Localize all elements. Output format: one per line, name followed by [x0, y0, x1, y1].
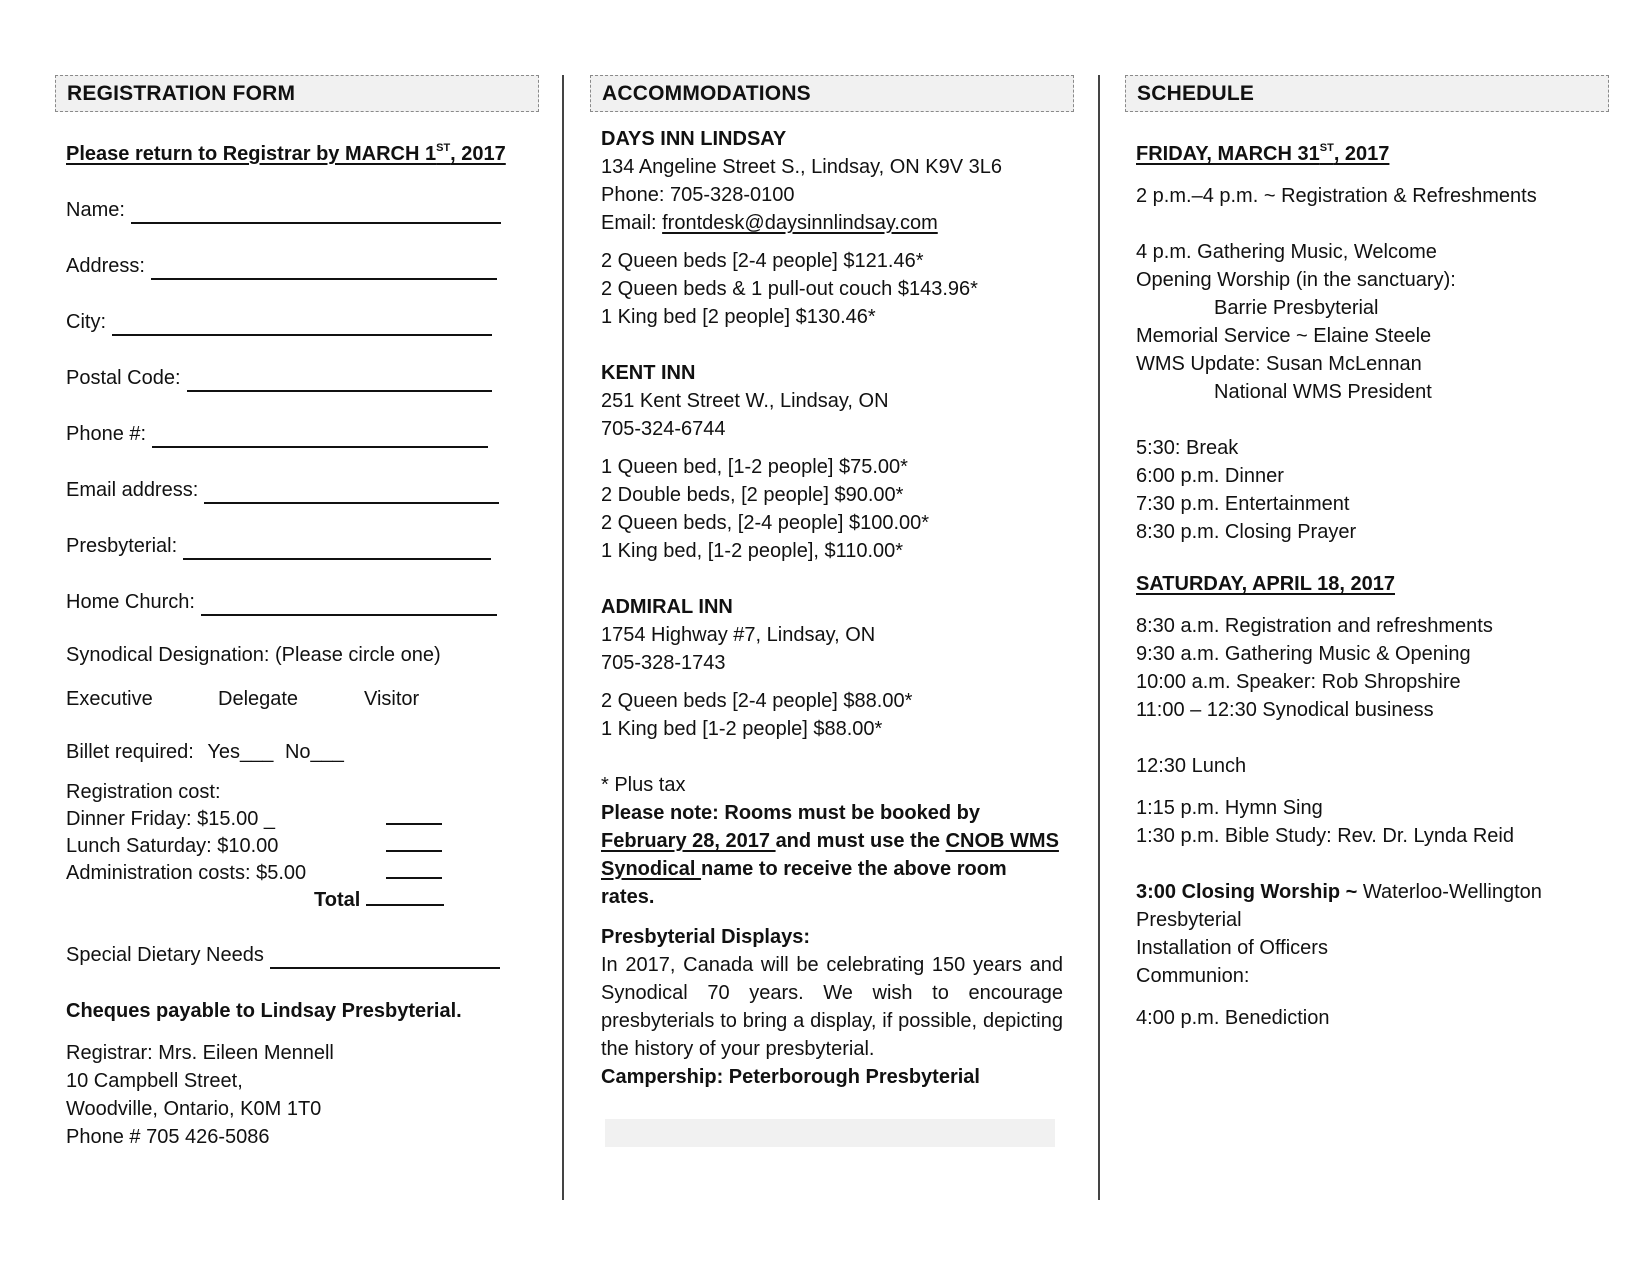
hotel-kent-inn — [601, 359, 1063, 565]
presbyterial-displays — [601, 923, 1063, 1091]
column-divider — [562, 75, 564, 1200]
name-field[interactable] — [66, 196, 528, 224]
designation-options — [66, 685, 528, 713]
booking-deadline: February 28, 2017 — [601, 830, 776, 852]
designation-option-delegate[interactable]: Delegate — [218, 688, 299, 710]
registration-form-header: REGISTRATION FORM — [55, 75, 539, 112]
phone-input-line[interactable] — [152, 428, 488, 448]
postal-code-field[interactable] — [66, 364, 528, 392]
field-label: Home Church: — [66, 591, 195, 613]
field-label: Phone #: — [66, 423, 147, 445]
designation-label: Synodical Designation: (Please circle one) — [66, 644, 441, 666]
accommodations-column — [590, 75, 1074, 1147]
schedule-item: 11:00 – 12:30 Synodical business — [1136, 699, 1434, 721]
hotel-address: 251 Kent Street W., Lindsay, ON — [601, 390, 889, 412]
home-church-input-line[interactable] — [201, 596, 497, 616]
billet-yes[interactable]: Yes___ — [207, 741, 274, 763]
schedule-item-detail: Presbyterial — [1136, 909, 1242, 931]
plus-tax-note: * Plus tax — [601, 774, 686, 796]
cheques-note: Cheques payable to Lindsay Presbyterial. — [66, 1000, 462, 1022]
schedule-item: 1:15 p.m. Hymn Sing — [1136, 797, 1323, 819]
lunch-amount-blank[interactable] — [386, 832, 442, 852]
registrar-contact: Registrar: Mrs. Eileen Mennell 10 Campbell Street, Woodville, Ontario, K0M 1T0 Phone # 705 426-5086 — [66, 1042, 334, 1148]
schedule-item: 8:30 a.m. Registration and refreshments — [1136, 615, 1493, 637]
schedule-header: SCHEDULE — [1125, 75, 1609, 112]
column-divider — [1098, 75, 1100, 1200]
hotel-name: DAYS INN LINDSAY — [601, 128, 787, 150]
hotel-days-inn — [601, 125, 1063, 331]
cost-label: Registration cost: — [66, 781, 221, 803]
dietary-input-line[interactable] — [270, 949, 500, 969]
booking-note: Please note: Rooms must be booked by February 28, 2017 and must use the CNOB WMS Synodical name to receive the above room rates. — [601, 802, 1059, 908]
field-label: Address: — [66, 255, 145, 277]
designation-option-visitor[interactable]: Visitor — [364, 688, 420, 710]
cost-row-dinner: Dinner Friday: $15.00 _ — [66, 805, 528, 832]
schedule-item: 12:30 Lunch — [1136, 755, 1247, 777]
campership: Campership: Peterborough Presbyterial — [601, 1066, 980, 1088]
schedule-item: Installation of Officers — [1136, 937, 1328, 959]
schedule-item: WMS Update: Susan McLennan — [1136, 353, 1422, 375]
email-link[interactable]: frontdesk@daysinnlindsay.com — [662, 212, 938, 234]
email-field[interactable] — [66, 476, 528, 504]
billet-required — [66, 738, 528, 766]
return-deadline: Please return to Registrar by MARCH 1ST, 2017 — [66, 142, 506, 165]
schedule-item-detail: Barrie Presbyterial — [1214, 297, 1379, 319]
total-amount-blank[interactable] — [366, 886, 444, 906]
empty-shaded-box — [605, 1119, 1055, 1147]
schedule-column — [1125, 75, 1609, 1032]
registration-cost — [66, 778, 528, 913]
dinner-amount-blank[interactable] — [386, 805, 442, 825]
presbyterial-field[interactable] — [66, 532, 528, 560]
field-label: Name: — [66, 199, 125, 221]
field-label: City: — [66, 311, 106, 333]
displays-text: In 2017, Canada will be celebrating 150 years and Synodical 70 years. We wish to encourage presbyterials to bring a display, if possible, depicting the history of your presbyterial. — [601, 954, 1063, 1060]
field-label: Presbyterial: — [66, 535, 178, 557]
designation-option-executive[interactable]: Executive — [66, 688, 153, 710]
address-field[interactable] — [66, 252, 528, 280]
displays-title: Presbyterial Displays: — [601, 926, 810, 948]
schedule-item: 2 p.m.–4 p.m. ~ Registration & Refreshments — [1136, 185, 1537, 207]
registration-form-column — [55, 75, 539, 1151]
schedule-item: 4:00 p.m. Benediction — [1136, 1007, 1330, 1029]
schedule-item: 9:30 a.m. Gathering Music & Opening — [1136, 643, 1471, 665]
hotel-address: 1754 Highway #7, Lindsay, ON — [601, 624, 876, 646]
hotel-rates: 2 Queen beds [2-4 people] $88.00* 1 King bed [1-2 people] $88.00* — [601, 690, 913, 740]
saturday-header: SATURDAY, APRIL 18, 2017 — [1136, 573, 1395, 595]
total-label: Total — [314, 889, 361, 911]
schedule-item: 10:00 a.m. Speaker: Rob Shropshire — [1136, 671, 1461, 693]
postal-code-input-line[interactable] — [187, 372, 492, 392]
city-field[interactable] — [66, 308, 528, 336]
hotel-phone: Phone: 705-328-0100 — [601, 184, 795, 206]
booking-group-name: CNOB WMS Synodical — [601, 830, 1059, 880]
schedule-item: 7:30 p.m. Entertainment — [1136, 493, 1350, 515]
total-row — [66, 886, 528, 913]
schedule-item: 6:00 p.m. Dinner — [1136, 465, 1284, 487]
dietary-needs-field[interactable] — [66, 941, 528, 969]
schedule-item: 4 p.m. Gathering Music, Welcome — [1136, 241, 1437, 263]
accommodations-header: ACCOMMODATIONS — [590, 75, 1074, 112]
hotel-email: Email: frontdesk@daysinnlindsay.com — [601, 212, 938, 234]
presbyterial-input-line[interactable] — [183, 540, 491, 560]
field-label: Postal Code: — [66, 367, 181, 389]
cost-row-admin: Administration costs: $5.00 — [66, 859, 528, 886]
hotel-admiral-inn — [601, 593, 1063, 743]
admin-amount-blank[interactable] — [386, 859, 442, 879]
hotel-name: KENT INN — [601, 362, 696, 384]
address-input-line[interactable] — [151, 260, 497, 280]
city-input-line[interactable] — [112, 316, 492, 336]
schedule-item: 8:30 p.m. Closing Prayer — [1136, 521, 1357, 543]
email-input-line[interactable] — [204, 484, 499, 504]
schedule-item: Communion: — [1136, 965, 1250, 987]
hotel-rates: 2 Queen beds [2-4 people] $121.46* 2 Queen beds & 1 pull-out couch $143.96* 1 King bed [2 people] $130.46* — [601, 250, 978, 328]
friday-header: FRIDAY, MARCH 31ST, 2017 — [1136, 142, 1390, 165]
hotel-phone: 705-328-1743 — [601, 652, 726, 674]
schedule-item: Memorial Service ~ Elaine Steele — [1136, 325, 1432, 347]
home-church-field[interactable] — [66, 588, 528, 616]
schedule-item: 5:30: Break — [1136, 437, 1239, 459]
billet-no[interactable]: No___ — [284, 741, 344, 763]
hotel-name: ADMIRAL INN — [601, 596, 733, 618]
schedule-item-detail: National WMS President — [1214, 381, 1432, 403]
hotel-address: 134 Angeline Street S., Lindsay, ON K9V 3L6 — [601, 156, 1002, 178]
hotel-rates: 1 Queen bed, [1-2 people] $75.00* 2 Double beds, [2 people] $90.00* 2 Queen beds, [2-4 people] $100.00* 1 King bed, [1-2 people], $110.00* — [601, 456, 930, 562]
dietary-label: Special Dietary Needs — [66, 944, 264, 966]
schedule-item: 1:30 p.m. Bible Study: Rev. Dr. Lynda Reid — [1136, 825, 1514, 847]
field-label: Email address: — [66, 479, 199, 501]
cost-row-lunch: Lunch Saturday: $10.00 — [66, 832, 528, 859]
phone-field[interactable] — [66, 420, 528, 448]
hotel-phone: 705-324-6744 — [601, 418, 726, 440]
schedule-item: Opening Worship (in the sanctuary): — [1136, 269, 1456, 291]
billet-label: Billet required: — [66, 741, 194, 763]
name-input-line[interactable] — [131, 204, 501, 224]
schedule-item-closing-worship: 3:00 Closing Worship ~ Waterloo-Wellington — [1136, 881, 1542, 903]
